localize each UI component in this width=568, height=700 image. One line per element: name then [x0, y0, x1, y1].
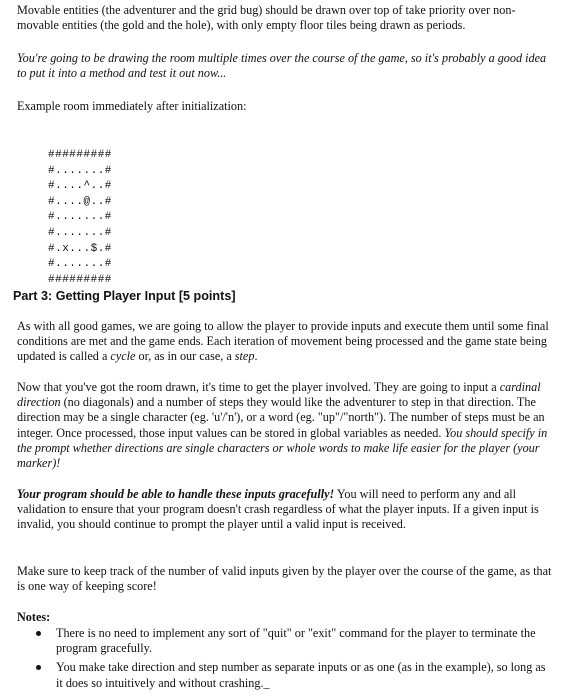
score-paragraph: Make sure to keep track of the number of valid inputs given by the player over the course of the game, as that is one way of keeping score! [17, 564, 552, 594]
cycle-term: cycle [110, 349, 136, 364]
room-map-row: #.......# [48, 164, 112, 177]
prompt-advice: You should specify in the prompt whether directions are single characters or whole words to make life easier for the player (your marker)! [17, 425, 548, 471]
room-map-row: #....@..# [48, 195, 112, 208]
room-map-row: #.......# [48, 258, 112, 271]
cardinal-direction-term: cardinal direction [17, 380, 541, 410]
room-map-row: ######### [48, 273, 112, 286]
game-cycle-paragraph: As with all good games, we are going to allow the player to provide inputs and execute them until some final conditions are met and the game ends. Each iteration of movement being processed and the game state being updated is called a cycle or, as in our case, a step. [17, 319, 549, 364]
method-hint-paragraph: You're going to be drawing the room multiple times over the course of the game, so it's probably a good idea to put it into a method and test it out now... [17, 51, 547, 81]
part3-heading: Part 3: Getting Player Input [5 points] [13, 289, 236, 303]
room-map-row: #....^..# [48, 180, 112, 193]
validation-paragraph: Your program should be able to handle these inputs gracefully! You will need to perform any and all validation to ensure that your program doesn't crash regardless of what the player inputs. If a given input is invalid, you should continue to prompt the player until a valid input is received. [17, 487, 539, 532]
example-label: Example room immediately after initialization: [17, 99, 247, 113]
notes-list [17, 626, 552, 695]
room-map-row: #.......# [48, 226, 112, 239]
bullet-icon [36, 631, 41, 636]
step-term: step [234, 349, 255, 364]
list-item: You make take direction and step number as separate inputs or as one (as in the example), so long as it does so intuitively and without crashing._ [17, 660, 552, 690]
list-item: There is no need to implement any sort of "quit" or "exit" command for the player to terminate the program gracefully. [17, 626, 552, 656]
intro-paragraph: Movable entities (the adventurer and the grid bug) should be drawn over top of take priority over non-movable entities (the gold and the hole), with only empty floor tiles being drawn as periods. [17, 3, 516, 33]
room-map-row: #.x...$.# [48, 242, 112, 255]
room-map-row: ######### [48, 149, 112, 161]
bullet-icon [36, 665, 41, 670]
room-map [48, 148, 112, 288]
graceful-input-emphasis: Your program should be able to handle these inputs gracefully! [17, 487, 335, 501]
notes-title: Notes: [17, 610, 51, 624]
player-input-paragraph: Now that you've got the room drawn, it's time to get the player involved. They are going to input a cardinal direction (no diagonals) and a number of steps they would like the adventurer to step in that direction. The direction may be a single character (eg. 'u'/'n'), or a word (eg. "up"/"north"). The number of steps must be an integer. Once processed, those input values can be stored in global variables as needed. You should specify in the prompt whether directions are single characters or whole words to make life easier for the player (your marker)! [17, 380, 548, 471]
room-map-row: #.......# [48, 211, 112, 224]
